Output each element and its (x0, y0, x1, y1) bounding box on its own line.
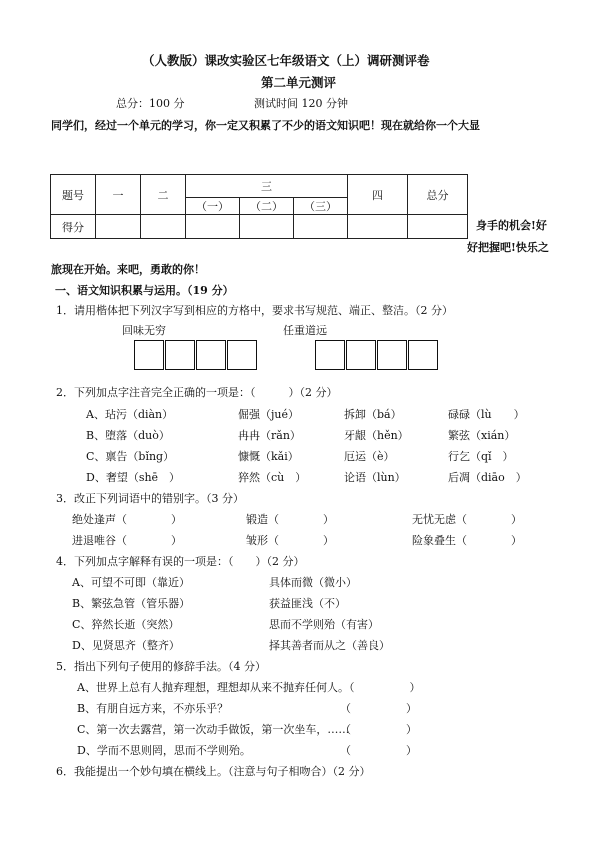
option-text: 具体而微（微小） (269, 576, 357, 589)
intro-side-2: 好把握吧!快乐之 (467, 241, 549, 254)
section-1-heading: 一、语文知识积累与运用。（19 分） (55, 284, 234, 297)
correction-item[interactable]: 进退唯谷（ ） (72, 534, 182, 547)
score-cell[interactable] (348, 215, 408, 239)
option-text: 思而不学则殆（有害） (269, 618, 379, 631)
intro-line-2: 旅现在开始。来吧，勇敢的你！ (51, 263, 205, 276)
exam-title: （人教版）课改实验区七年级语文（上）调研测评卷 (142, 53, 430, 68)
correction-item[interactable]: 皱形（ ） (246, 534, 334, 547)
option-text: B、堕落（duò） (86, 429, 170, 442)
option-text: 行乞（qǐ ） (448, 450, 514, 463)
table-header-3: 三 (186, 175, 348, 198)
score-cell[interactable] (294, 215, 348, 239)
question-2-text: 2．下列加点字注音完全正确的一项是：（ ）（2 分） (56, 386, 338, 399)
writing-box[interactable] (227, 340, 257, 370)
question-4-text: 4．下列加点字解释有误的一项是：（ ）（2 分） (56, 555, 305, 568)
writing-box[interactable] (165, 340, 195, 370)
table-header-4: 四 (348, 175, 408, 215)
option-text: 获益匪浅（不） (269, 597, 346, 610)
option-text: 倔强（jué） (238, 408, 300, 421)
option-text: 厄运（è） (344, 450, 395, 463)
writing-box[interactable] (346, 340, 376, 370)
exam-subtitle: 第二单元测评 (261, 75, 337, 90)
writing-box[interactable] (408, 340, 438, 370)
option-text: 牙龈（hěn） (344, 429, 409, 442)
option-text: 慷慨（kǎi） (238, 450, 299, 463)
correction-item[interactable]: 险象叠生（ ） (412, 534, 522, 547)
table-sub-1: （一） (186, 198, 240, 215)
question-3-text: 3．改正下列词语中的错别字。（3 分） (56, 492, 244, 505)
rhetoric-item: C、第一次去露营，第一次动手做饭，第一次坐车，…… (77, 723, 350, 736)
answer-paren[interactable]: （ ） (340, 723, 417, 736)
option-text: 冉冉（rǎn） (238, 429, 301, 442)
option-text: 猝然（cù ） (238, 471, 307, 484)
table-row-score: 得分 (51, 215, 96, 239)
rhetoric-item: A、世界上总有人抛弃理想，理想却从来不抛弃任何人。（ ） (77, 681, 421, 694)
option-text: 论语（lùn） (344, 471, 406, 484)
option-text: 碌碌（lù ） (448, 408, 525, 421)
table-header-1: 一 (96, 175, 141, 215)
writing-box[interactable] (196, 340, 226, 370)
table-sub-3: （三） (294, 198, 348, 215)
correction-item[interactable]: 锻造（ ） (246, 513, 334, 526)
option-text: D、见贤思齐（整齐） (72, 639, 180, 652)
intro-line-1: 同学们，经过一个单元的学习，你一定又积累了不少的语文知识吧！现在就给你一个大显 (51, 119, 480, 132)
exam-time: 测试时间 120 分钟 (254, 97, 348, 110)
question-6-text: 6．我能提出一个妙句填在横线上。（注意与句子相吻合）（2 分） (56, 765, 371, 778)
correction-item[interactable]: 无忧无虑（ ） (412, 513, 522, 526)
intro-side-1: 身手的机会!好 (476, 219, 547, 232)
score-cell[interactable] (141, 215, 186, 239)
table-header-total: 总分 (408, 175, 468, 215)
rhetoric-item: B、有朋自远方来，不亦乐乎？ (77, 702, 229, 715)
score-table (50, 174, 468, 239)
option-text: 拆卸（bá） (344, 408, 402, 421)
answer-paren[interactable]: （ ） (340, 702, 417, 715)
option-text: A、可望不可即（靠近） (72, 576, 190, 589)
option-text: D、奢望（shē ） (86, 471, 181, 484)
table-sub-2: （二） (240, 198, 294, 215)
option-text: B、繁弦急管（管乐器） (72, 597, 191, 610)
correction-item[interactable]: 绝处逢声（ ） (72, 513, 182, 526)
writing-box[interactable] (315, 340, 345, 370)
table-header-number: 题号 (51, 175, 96, 215)
option-text: 后凋（diāo ） (448, 471, 527, 484)
question-1-text: 1．请用楷体把下列汉字写到相应的方格中，要求书写规范、端正、整洁。（2 分） (56, 304, 453, 317)
option-text: C、猝然长逝（突然） (72, 618, 180, 631)
writing-box[interactable] (377, 340, 407, 370)
option-text: 繁弦（xián） (448, 429, 516, 442)
score-cell[interactable] (240, 215, 294, 239)
option-text: A、玷污（diàn） (86, 408, 174, 421)
score-cell[interactable] (96, 215, 141, 239)
table-header-2: 二 (141, 175, 186, 215)
question-5-text: 5．指出下列句子使用的修辞手法。（4 分） (56, 660, 266, 673)
writing-box[interactable] (134, 340, 164, 370)
score-cell[interactable] (408, 215, 468, 239)
answer-paren[interactable]: （ ） (340, 744, 417, 757)
option-text: C、禀告（bǐng） (86, 450, 175, 463)
total-score: 总分：100 分 (116, 97, 185, 110)
question-1-word-b: 任重道远 (283, 324, 327, 337)
option-text: 择其善者而从之（善良） (269, 639, 390, 652)
rhetoric-item: D、学而不思则罔，思而不学则殆。 (77, 744, 251, 757)
question-1-word-a: 回味无穷 (122, 324, 166, 337)
score-cell[interactable] (186, 215, 240, 239)
